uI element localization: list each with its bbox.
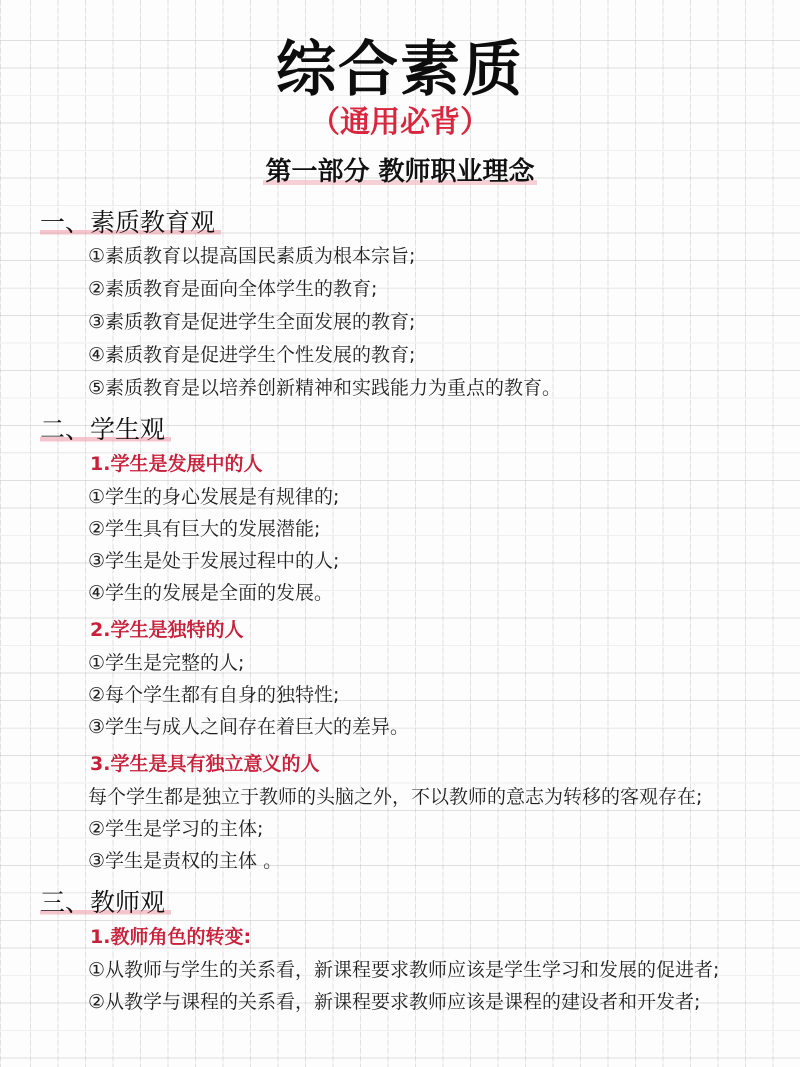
list-item: ①学生的身心发展是有规律的; (88, 486, 340, 508)
list-item: ①素质教育以提高国民素质为根本宗旨; (88, 245, 416, 267)
section-heading-teacher-view: 三、教师观 (40, 886, 171, 920)
list-item: ②学生具有巨大的发展潜能; (88, 518, 321, 540)
list-item: ②每个学生都有自身的独特性; (88, 684, 340, 706)
list-item: ④学生的发展是全面的发展。 (88, 582, 334, 604)
list-item: ①从教师与学生的关系看，新课程要求教师应该是学生学习和发展的促进者; (88, 959, 720, 981)
list-item: ③学生是处于发展过程中的人; (88, 550, 340, 572)
list-item: ⑤素质教育是以培养创新精神和实践能力为重点的教育。 (88, 377, 562, 399)
part-title: 第一部分 教师职业理念 (263, 154, 536, 190)
page-subtitle: （通用必背） (310, 105, 490, 140)
list-item: ④素质教育是促进学生个性发展的教育; (88, 344, 416, 366)
list-item: ②从教学与课程的关系看，新课程要求教师应该是课程的建设者和开发者; (88, 991, 701, 1013)
list-item: ②学生是学习的主体; (88, 818, 264, 840)
subsection-heading: 2.学生是独特的人 (90, 619, 244, 641)
part-title-container (0, 154, 800, 190)
list-item: ③学生是责权的主体 。 (88, 850, 283, 872)
subsection-heading: 3.学生是具有独立意义的人 (90, 753, 320, 775)
list-item: ①学生是完整的人; (88, 652, 245, 674)
list-item: ②素质教育是面向全体学生的教育; (88, 278, 378, 300)
subsection-heading: 1.教师角色的转变: (90, 926, 252, 948)
section-heading-student-view: 二、学生观 (40, 413, 171, 447)
section-heading-quality-education: 一、素质教育观 (40, 206, 221, 240)
list-item: 每个学生都是独立于教师的头脑之外，不以教师的意志为转移的客观存在; (88, 786, 703, 808)
list-item: ③素质教育是促进学生全面发展的教育; (88, 311, 416, 333)
page-title: 综合素质 (276, 35, 524, 105)
subsection-heading: 1.学生是发展中的人 (90, 453, 263, 475)
list-item: ③学生与成人之间存在着巨大的差异。 (88, 716, 410, 738)
